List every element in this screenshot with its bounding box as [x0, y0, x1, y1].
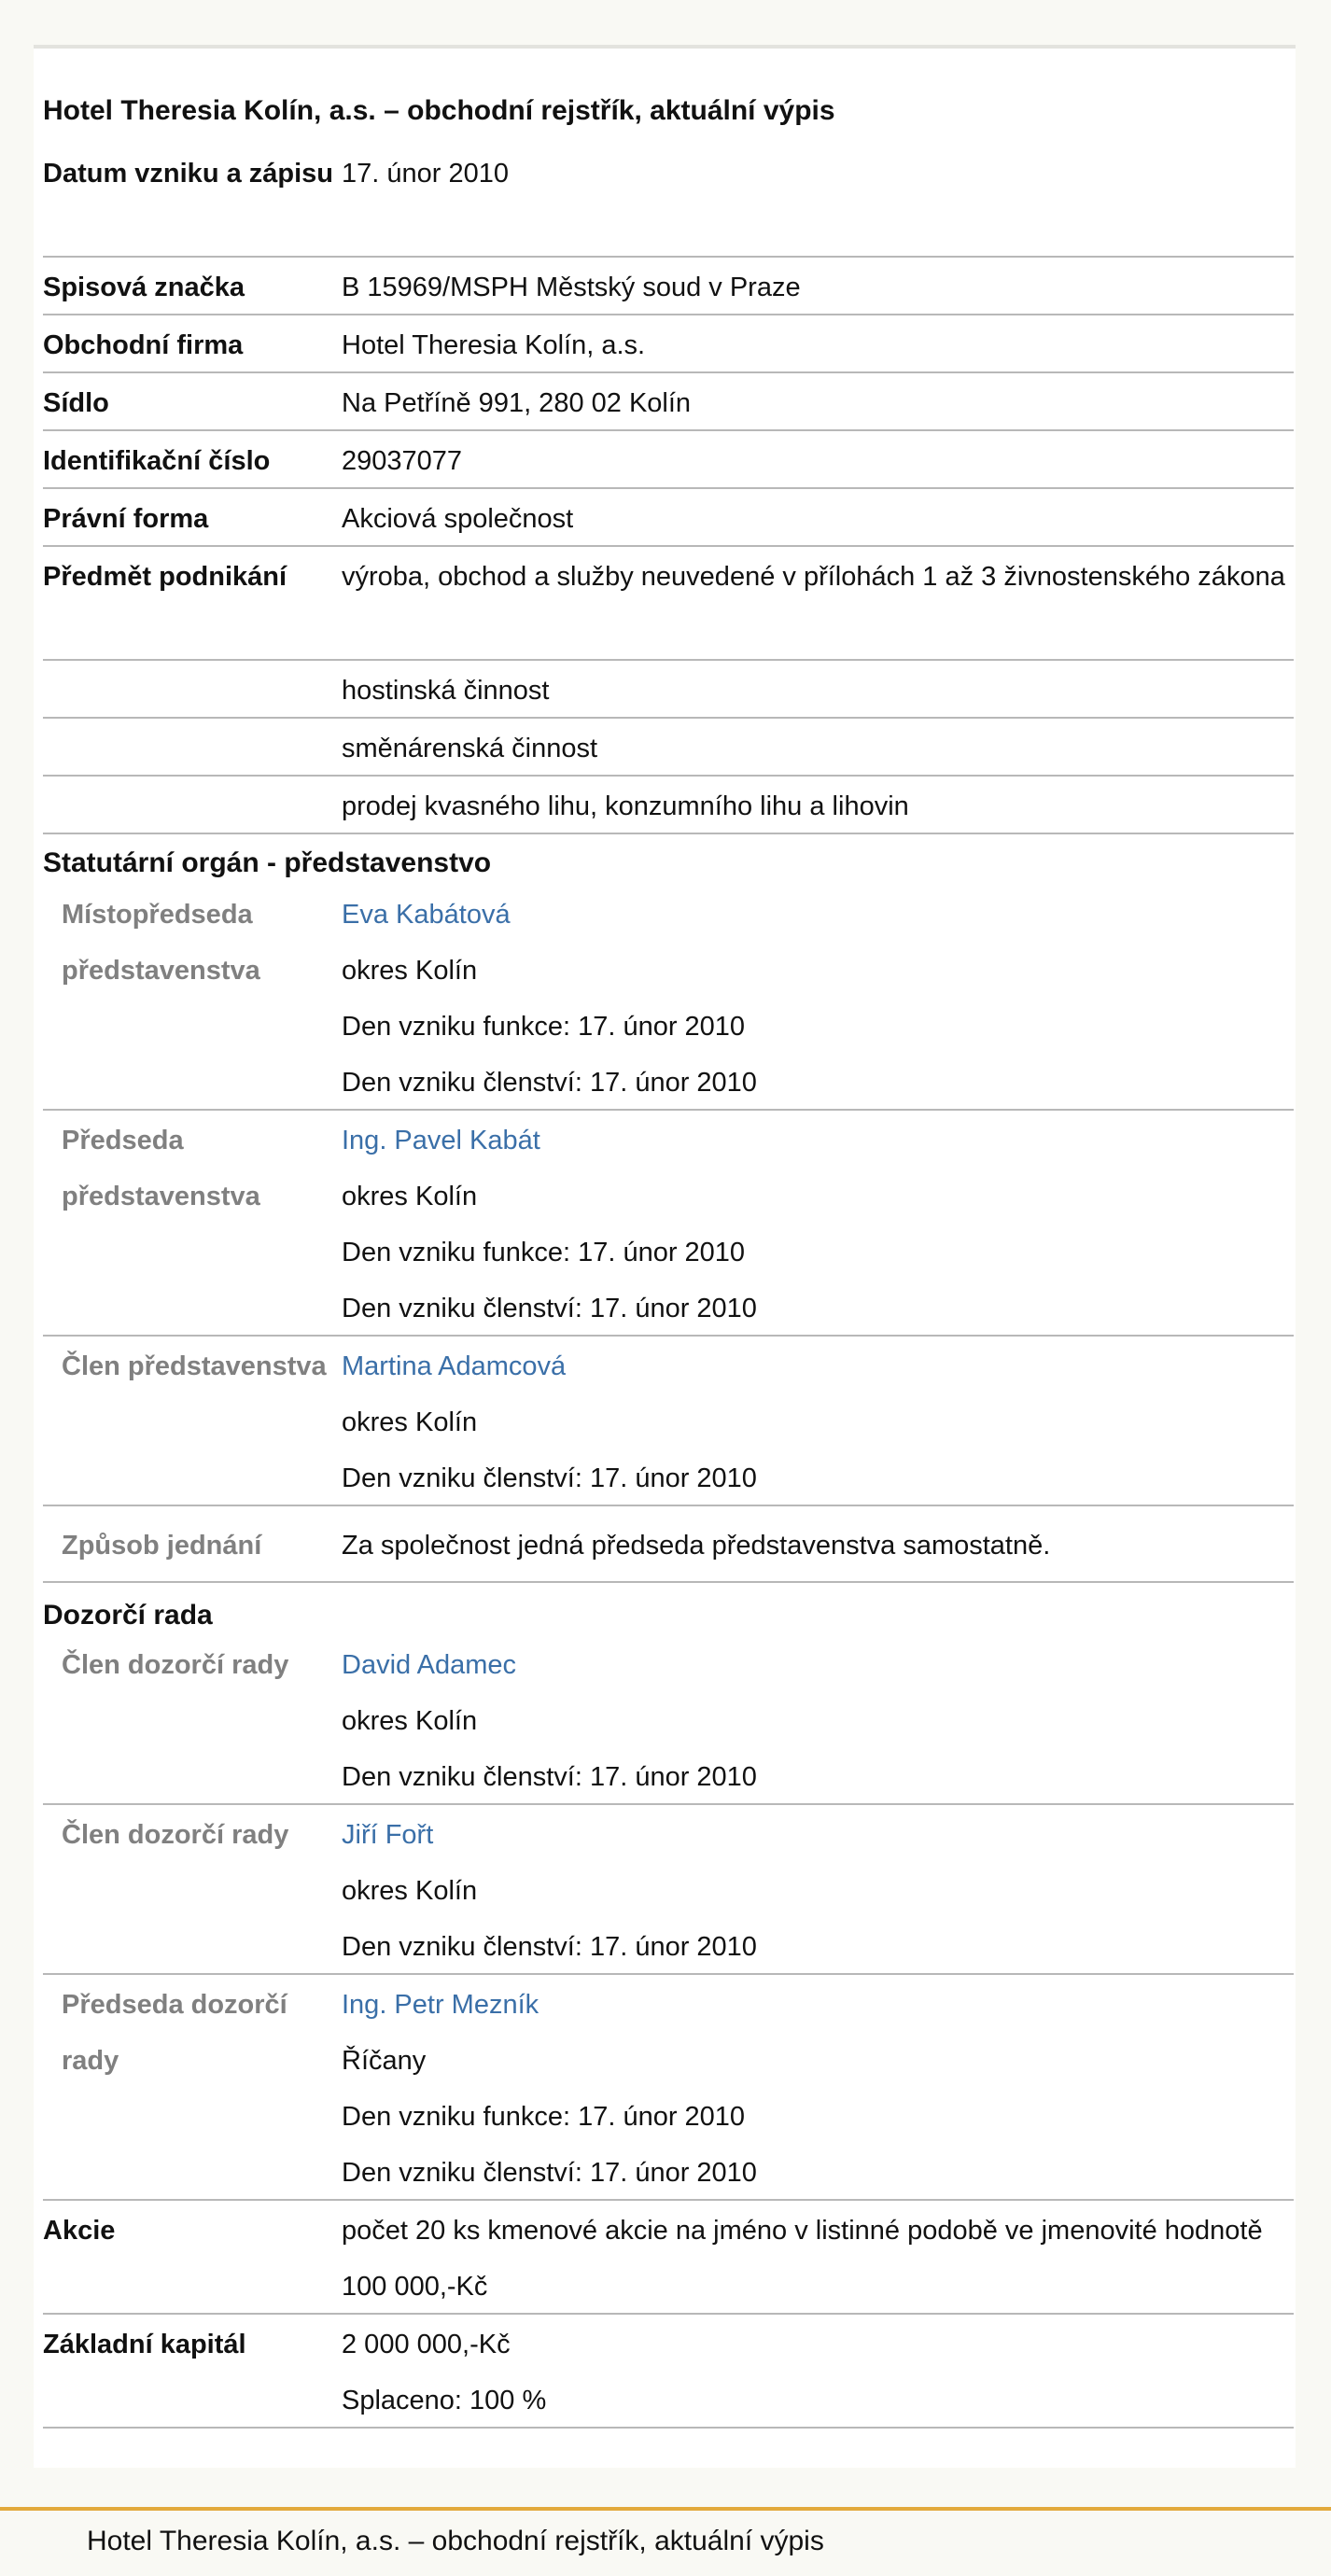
supervisory-member-function-since: Den vzniku funkce: 17. únor 2010 [342, 2102, 746, 2132]
row-id-number [43, 433, 1294, 489]
label-business: Předmět podnikání [43, 562, 287, 592]
board-member-function-since: Den vzniku funkce: 17. únor 2010 [342, 1012, 746, 1042]
value-acting: Za společnost jedná předseda představenstva samostatně. [342, 1531, 1051, 1561]
label-file-number: Spisová značka [43, 273, 245, 302]
board-member-role: Člen představenstva [62, 1351, 327, 1381]
value-capital: 2 000 000,-Kč [342, 2330, 511, 2359]
row-seat [43, 375, 1294, 431]
section-supervisory-heading: Dozorčí rada [43, 1600, 213, 1631]
board-member-row [43, 1113, 1294, 1337]
value-file-number: B 15969/MSPH Městský soud v Praze [342, 273, 801, 302]
label-id-number: Identifikační číslo [43, 446, 271, 476]
value-capital-paid: Splaceno: 100 % [342, 2386, 547, 2415]
value-shares: počet 20 ks kmenové akcie na jméno v listinné podobě ve jmenovité hodnotě 100 000,-Kč [342, 2216, 1263, 2302]
person-link-jiri-fort[interactable]: Jiří Fořt [342, 1820, 434, 1850]
board-member-place: okres Kolín [342, 1407, 478, 1437]
board-member-role: Předseda představenstva [62, 1126, 260, 1211]
supervisory-member-place: Říčany [342, 2046, 427, 2076]
supervisory-member-member-since: Den vzniku členství: 17. únor 2010 [342, 1762, 757, 1792]
value-business-item: výroba, obchod a služby neuvedené v přílohách 1 až 3 živnostenského zákona [342, 562, 1285, 592]
board-member-place: okres Kolín [342, 956, 478, 986]
value-legal-form: Akciová společnost [342, 504, 574, 534]
board-member-row [43, 887, 1294, 1111]
register-extract-sheet [34, 45, 1296, 2468]
supervisory-member-row [43, 1807, 1294, 1975]
supervisory-member-member-since: Den vzniku členství: 17. únor 2010 [342, 1932, 757, 1962]
row-business-2 [43, 663, 1294, 719]
footer-divider [0, 2507, 1331, 2511]
person-link-petr-meznik[interactable]: Ing. Petr Mezník [342, 1990, 539, 2020]
page-title: Hotel Theresia Kolín, a.s. – obchodní rejstřík, aktuální výpis [43, 95, 835, 126]
board-member-member-since: Den vzniku členství: 17. únor 2010 [342, 1294, 757, 1323]
row-business-4 [43, 778, 1294, 834]
row-acting [43, 1508, 1294, 1583]
value-id-number: 29037077 [342, 446, 463, 476]
label-acting: Způsob jednání [62, 1531, 262, 1561]
person-link-david-adamec[interactable]: David Adamec [342, 1650, 516, 1680]
supervisory-member-member-since: Den vzniku členství: 17. únor 2010 [342, 2158, 757, 2188]
label-founded: Datum vzniku a zápisu [43, 159, 334, 189]
row-business-1 [43, 549, 1294, 661]
value-business-item: směnárenská činnost [342, 734, 598, 763]
supervisory-member-place: okres Kolín [342, 1876, 478, 1906]
supervisory-member-row [43, 1637, 1294, 1805]
label-shares: Akcie [43, 2216, 116, 2246]
supervisory-member-role: Člen dozorčí rady [62, 1650, 289, 1680]
board-member-role: Místopředseda představenstva [62, 900, 260, 986]
person-link-pavel-kabat[interactable]: Ing. Pavel Kabát [342, 1126, 540, 1155]
label-legal-form: Právní forma [43, 504, 209, 534]
label-company-name: Obchodní firma [43, 330, 244, 360]
value-founded: 17. únor 2010 [342, 159, 509, 189]
label-seat: Sídlo [43, 388, 109, 418]
row-capital [43, 2317, 1294, 2429]
label-capital: Základní kapitál [43, 2330, 246, 2359]
board-member-row [43, 1338, 1294, 1506]
supervisory-member-row [43, 1977, 1294, 2201]
board-member-member-since: Den vzniku členství: 17. únor 2010 [342, 1068, 757, 1098]
board-member-member-since: Den vzniku členství: 17. únor 2010 [342, 1463, 757, 1493]
row-file-number [43, 259, 1294, 315]
footer-text: Hotel Theresia Kolín, a.s. – obchodní rejstřík, aktuální výpis [87, 2526, 824, 2556]
person-link-eva-kabatova[interactable]: Eva Kabátová [342, 900, 511, 930]
value-business-item: hostinská činnost [342, 676, 550, 706]
supervisory-member-role: Člen dozorčí rady [62, 1820, 289, 1850]
board-member-place: okres Kolín [342, 1182, 478, 1211]
board-member-function-since: Den vzniku funkce: 17. únor 2010 [342, 1238, 746, 1267]
row-founded [43, 146, 1294, 258]
value-company-name: Hotel Theresia Kolín, a.s. [342, 330, 646, 360]
value-business-item: prodej kvasného lihu, konzumního lihu a lihovin [342, 791, 909, 821]
row-shares [43, 2203, 1294, 2315]
section-board-heading: Statutární orgán - představenstvo [43, 847, 492, 878]
row-business-3 [43, 721, 1294, 777]
row-company-name [43, 317, 1294, 373]
row-legal-form [43, 491, 1294, 547]
supervisory-member-role: Předseda dozorčí rady [62, 1990, 287, 2076]
person-link-martina-adamcova[interactable]: Martina Adamcová [342, 1351, 567, 1381]
value-seat: Na Petříně 991, 280 02 Kolín [342, 388, 692, 418]
supervisory-member-place: okres Kolín [342, 1706, 478, 1736]
